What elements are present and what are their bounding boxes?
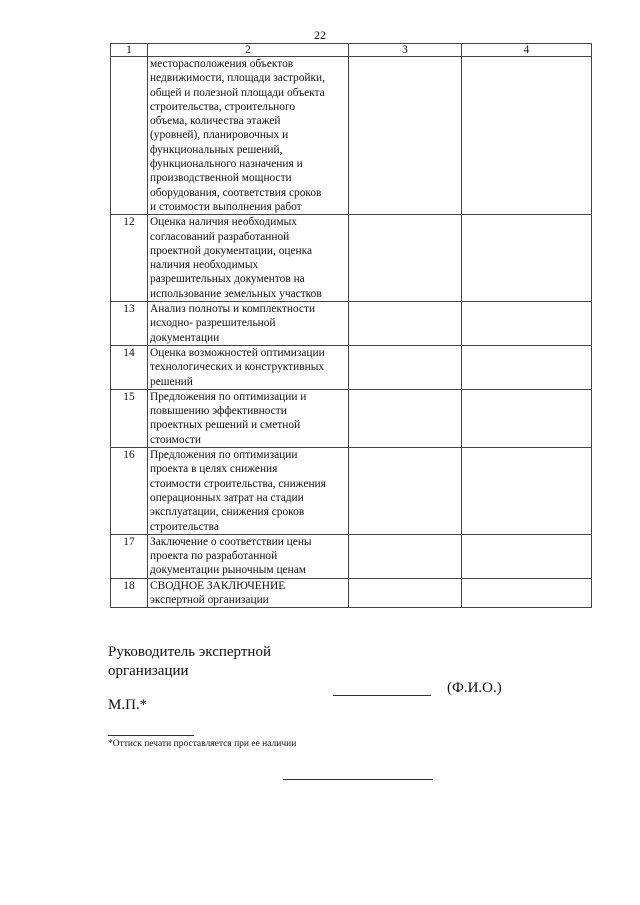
table-row	[111, 448, 592, 535]
row-cell-3	[349, 389, 462, 447]
column-header-3: 3	[349, 44, 462, 57]
page-number: 22	[314, 28, 326, 42]
row-cell-4	[462, 389, 592, 447]
row-description: СВОДНОЕ ЗАКЛЮЧЕНИЕ экспертной организации	[148, 578, 349, 608]
table-header-row	[111, 44, 592, 57]
table-row	[111, 215, 592, 302]
table-row	[111, 345, 592, 389]
row-cell-3	[349, 57, 462, 215]
row-description: Заключение о соответствии цены проекта по разработанной документации рыночным ценам	[148, 534, 349, 578]
row-description: Предложения по оптимизации проекта в целях снижения стоимости строительства, снижения операционных затрат на стадии эксплуатации, снижения сроков строительства	[148, 448, 349, 535]
row-cell-3	[349, 448, 462, 535]
column-header-4: 4	[462, 44, 592, 57]
row-number: 12	[111, 215, 148, 302]
bottom-rule	[283, 779, 433, 780]
table-row	[111, 578, 592, 608]
row-number: 16	[111, 448, 148, 535]
footnote-separator	[108, 735, 194, 736]
column-header-1: 1	[111, 44, 148, 57]
row-cell-3	[349, 534, 462, 578]
row-number	[111, 57, 148, 215]
row-description: Предложения по оптимизации и повышению эффективности проектных решений и сметной стоимости	[148, 389, 349, 447]
table-row	[111, 302, 592, 346]
signature-line	[333, 695, 431, 696]
row-number: 17	[111, 534, 148, 578]
expert-table	[110, 43, 592, 608]
row-cell-4	[462, 302, 592, 346]
stamp-place-label: М.П.*	[108, 697, 148, 713]
row-cell-4	[462, 534, 592, 578]
row-description: Анализ полноты и комплектности исходно- разрешительной документации	[148, 302, 349, 346]
row-cell-3	[349, 215, 462, 302]
row-cell-3	[349, 578, 462, 608]
row-number: 15	[111, 389, 148, 447]
row-description: месторасположения объектов недвижимости, площади застройки, общей и полезной площади объекта строительства, строительного объема, количества этажей (уровней), планировочных и функциональных решений, функционального назначения и производственной мощности оборудования, соответствия сроков и стоимости выполнения работ	[148, 57, 349, 215]
table-row	[111, 534, 592, 578]
column-header-2: 2	[148, 44, 349, 57]
row-cell-4	[462, 57, 592, 215]
row-number: 14	[111, 345, 148, 389]
row-cell-4	[462, 448, 592, 535]
row-description: Оценка наличия необходимых согласований разработанной проектной документации, оценка наличия необходимых разрешительных документов на использование земельных участков	[148, 215, 349, 302]
fio-label: (Ф.И.О.)	[447, 680, 502, 696]
row-cell-4	[462, 345, 592, 389]
row-cell-4	[462, 215, 592, 302]
row-cell-4	[462, 578, 592, 608]
row-number: 18	[111, 578, 148, 608]
footnote-text: *Оттиск печати проставляется при ее наличии	[108, 739, 297, 749]
table-row	[111, 57, 592, 215]
table-row	[111, 389, 592, 447]
row-cell-3	[349, 345, 462, 389]
row-description: Оценка возможностей оптимизации технологических и конструктивных решений	[148, 345, 349, 389]
row-cell-3	[349, 302, 462, 346]
head-of-organization-label: Руководитель экспертной организации	[108, 644, 271, 679]
row-number: 13	[111, 302, 148, 346]
